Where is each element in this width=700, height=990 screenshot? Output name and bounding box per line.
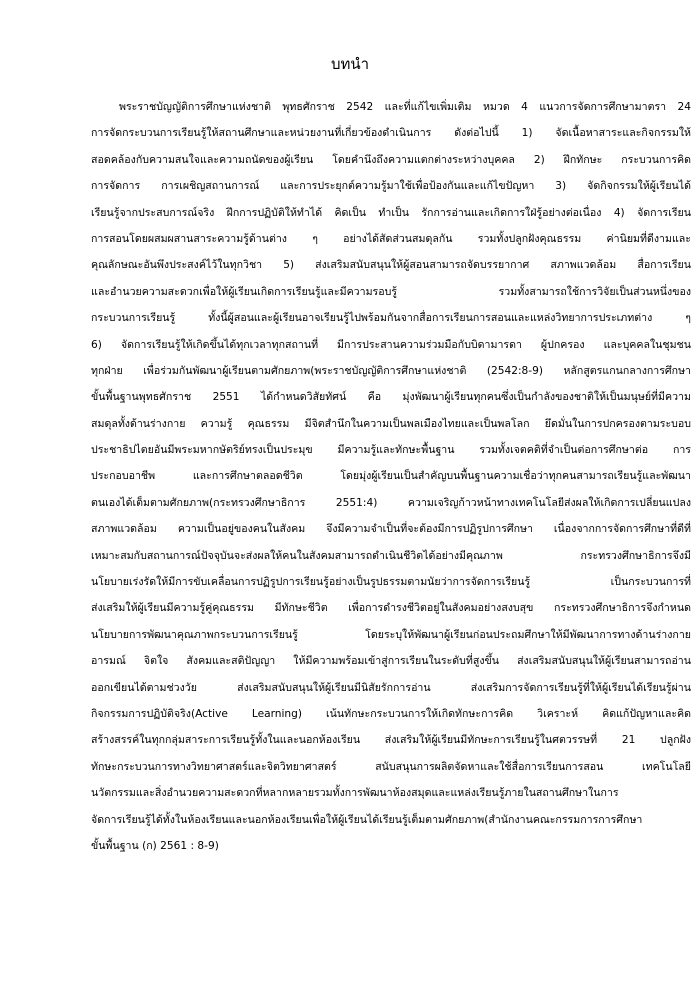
paragraph-line: สอดคล้องกับความสนใจและความถนัดของผู้เรียน โดยคำนึงถึงความแตกต่างระหว่างบุคคล 2) ฝึกทักษะ กระบวนการคิด xyxy=(91,153,691,166)
paragraph-line: ทักษะกระบวนการทางวิทยาศาสตร์และจิตวิทยาศาสตร์ สนับสนุนการผลิตจัดหาและใช้สื่อการเรียนการสอน เทคโนโลยี xyxy=(91,760,691,773)
paragraph-line: สภาพแวดล้อม ความเป็นอยู่ของคนในสังคม จึงมีความจำเป็นที่จะต้องมีการปฏิรูปการศึกษา เนื่องจากการจัดการศึกษาที่ดีที่ xyxy=(91,523,691,536)
page-title: บทนำ xyxy=(330,55,370,73)
paragraph-line: การจัดกระบวนการเรียนรู้ให้สถานศึกษาและหน่วยงานที่เกี่ยวข้องดำเนินการ ดังต่อไปนี้ 1) จัดเนื้อหาสาระและกิจกรรมให้ xyxy=(91,127,691,140)
paragraph-line: การจัดการ การเผชิญสถานการณ์ และการประยุกต์ความรู้มาใช้เพื่อป้องกันและแก้ไขปัญหา 3) จัดกิจกรรมให้ผู้เรียนได้ xyxy=(91,180,691,193)
paragraph-line: ขั้นพื้นฐาน (ก) 2561 : 8-9) xyxy=(91,839,219,852)
paragraph-line: จัดการเรียนรู้ได้ทั้งในห้องเรียนและนอกห้องเรียนเพื่อให้ผู้เรียนได้เรียนรู้เต็มตามศักยภาพ(สำนักงานคณะกรรมการการศึกษา xyxy=(91,813,643,826)
paragraph-line: ออกเขียนได้ตามช่วงวัย ส่งเสริมสนับสนุนให้ผู้เรียนมีนิสัยรักการอ่าน ส่งเสริมการจัดการเรียนรู้ที่ให้ผู้เรียนได้เรียนรู้ผ่าน xyxy=(91,681,691,694)
paragraph-line: นวัตกรรมและสิ่งอำนวยความสะดวกที่หลากหลายรวมทั้งการพัฒนาห้องสมุดและแหล่งเรียนรู้ภายในสถานศึกษาในการ xyxy=(91,787,619,800)
paragraph-line: อารมณ์ จิตใจ สังคมและสติปัญญา ให้มีความพร้อมเข้าสู่การเรียนในระดับที่สูงขึ้น ส่งเสริมสนับสนุนให้ผู้เรียนสามารถอ่าน xyxy=(91,655,691,668)
paragraph-line: ทุกฝ่าย เพื่อร่วมกันพัฒนาผู้เรียนตามศักยภาพ(พระราชบัญญัติการศึกษาแห่งชาติ (2542:8-9) หลักสูตรแกนกลางการศึกษา xyxy=(91,364,691,377)
paragraph-line: และอำนวยความสะดวกเพื่อให้ผู้เรียนเกิดการเรียนรู้และมีความรอบรู้ รวมทั้งสามารถใช้การวิจัยเป็นส่วนหนึ่งของ xyxy=(91,285,691,298)
paragraph-line: 6) จัดการเรียนรู้ให้เกิดขึ้นได้ทุกเวลาทุกสถานที่ มีการประสานความร่วมมือกับบิดามารดา ผู้ปกครอง และบุคคลในชุมชน xyxy=(91,338,691,351)
paragraph-line: พระราชบัญญัติการศึกษาแห่งชาติ พุทธศักราช 2542 และที่แก้ไขเพิ่มเติม หมวด 4 แนวการจัดการศึกษามาตรา 24 xyxy=(119,101,691,113)
paragraph-line: สมดุลทั้งด้านร่างกาย ความรู้ คุณธรรม มีจิตสำนึกในความเป็นพลเมืองไทยและเป็นพลโลก ยึดมั่นในการปกครองตามระบอบ xyxy=(91,417,691,430)
paragraph-line: การสอนโดยผสมผสานสาระความรู้ด้านต่าง ๆ อย่างได้สัดส่วนสมดุลกัน รวมทั้งปลูกฝังคุณธรรม ค่านิยมที่ดีงามและ xyxy=(91,232,691,245)
paragraph-line: นโยบายเร่งรัดให้มีการขับเคลื่อนการปฏิรูปการเรียนรู้อย่างเป็นรูปธรรมตามนัยว่าการจัดการเรียนรู้ เป็นกระบวนการที่ xyxy=(91,576,691,589)
paragraph-line: ตนเองได้เต็มตามศักยภาพ(กระทรวงศึกษาธิการ 2551:4) ความเจริญก้าวหน้าทางเทคโนโลยีส่งผลให้เกิดการเปลี่ยนแปลง xyxy=(91,496,691,509)
paragraph-line: ขั้นพื้นฐานพุทธศักราช 2551 ได้กำหนดวิสัยทัศน์ คือ มุ่งพัฒนาผู้เรียนทุกคนซึ่งเป็นกำลังของชาติให้เป็นมนุษย์ที่มีความ xyxy=(91,391,691,404)
paragraph-line: เรียนรู้จากประสบการณ์จริง ฝึกการปฏิบัติให้ทำได้ คิดเป็น ทำเป็น รักการอ่านและเกิดการใฝ่รู้อย่างต่อเนื่อง 4) จัดการเรียน xyxy=(91,206,691,219)
paragraph-line: กระบวนการเรียนรู้ ทั้งนี้ผู้สอนและผู้เรียนอาจเรียนรู้ไปพร้อมกันจากสื่อการเรียนการสอนและแหล่งวิทยาการประเภทต่าง ๆ xyxy=(91,312,691,325)
paragraph-line: กิจกรรมการปฏิบัติจริง(Active Learning) เน้นทักษะกระบวนการให้เกิดทักษะการคิด วิเคราะห์ คิดแก้ปัญหาและคิด xyxy=(91,707,691,720)
document-body xyxy=(91,94,691,859)
paragraph-line: ประชาธิปไตยอันมีพระมหากษัตริย์ทรงเป็นประมุข มีความรู้และทักษะพื้นฐาน รวมทั้งเจตคติที่จำเป็นต่อการศึกษาต่อ การ xyxy=(91,444,691,457)
paragraph-line: ส่งเสริมให้ผู้เรียนมีความรู้คู่คุณธรรม มีทักษะชีวิต เพื่อการดำรงชีวิตอยู่ในสังคมอย่างสงบสุข กระทรวงศึกษาธิการจึงกำหนด xyxy=(91,602,691,615)
paragraph-line: เหมาะสมกับสถานการณ์ปัจจุบันจะส่งผลให้คนในสังคมสามารถดำเนินชีวิตได้อย่างมีคุณภาพ กระทรวงศึกษาธิการจึงมี xyxy=(91,549,691,562)
paragraph-line: สร้างสรรค์ในทุกกลุ่มสาระการเรียนรู้ทั้งในและนอกห้องเรียน ส่งเสริมให้ผู้เรียนมีทักษะการเรียนรู้ในศตวรรษที่ 21 ปลูกฝัง xyxy=(91,734,691,747)
paragraph-line: นโยบายการพัฒนาคุณภาพกระบวนการเรียนรู้ โดยระบุให้พัฒนาผู้เรียนก่อนประถมศึกษาให้มีพัฒนาการทางด้านร่างกาย xyxy=(91,628,691,641)
paragraph-line: ประกอบอาชีพ และการศึกษาตลอดชีวิต โดยมุ่งผู้เรียนเป็นสำคัญบนพื้นฐานความเชื่อว่าทุกคนสามารถเรียนรู้และพัฒนา xyxy=(91,470,691,483)
paragraph-line: คุณลักษณะอันพึงประสงค์ไว้ในทุกวิชา 5) ส่งเสริมสนับสนุนให้ผู้สอนสามารถจัดบรรยากาศ สภาพแวดล้อม สื่อการเรียน xyxy=(91,259,691,272)
